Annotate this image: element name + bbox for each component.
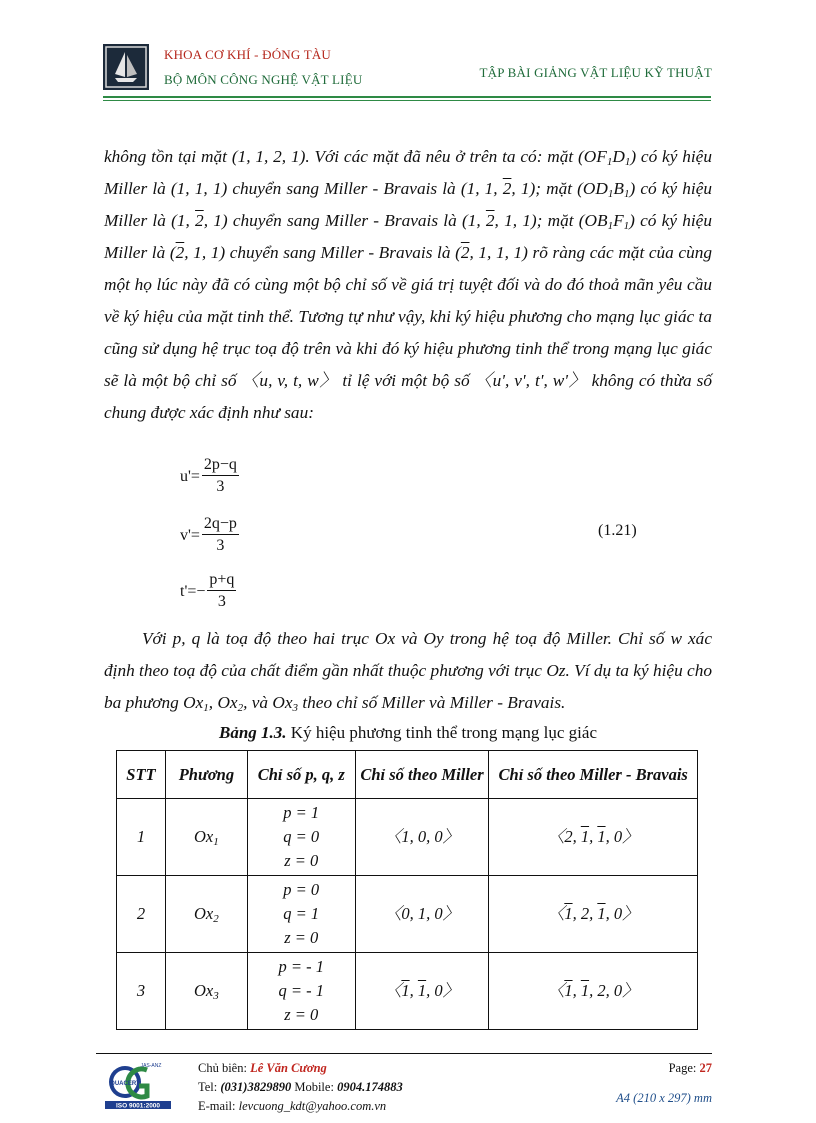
footer-page: Page: 27 xyxy=(668,1061,712,1075)
footer-editor: Chủ biên: Lê Văn Cương xyxy=(198,1061,327,1075)
cell-pqz: p = 1 q = 0 z = 0 xyxy=(247,799,355,876)
cell-pqz: p = 0 q = 1 z = 0 xyxy=(247,876,355,953)
direction-table xyxy=(116,750,698,1030)
footer-paper-size: A4 (210 x 297) mm xyxy=(616,1091,712,1105)
table-caption xyxy=(104,723,712,743)
svg-text:JAS-ANZ: JAS-ANZ xyxy=(140,1063,162,1069)
ship-sail-icon xyxy=(103,44,149,90)
cell-stt: 3 xyxy=(117,953,166,1030)
cell-direction: $Ox_2$ xyxy=(165,876,247,953)
table-row xyxy=(117,953,698,1030)
svg-text:ISO 9001:2000: ISO 9001:2000 xyxy=(115,1102,161,1110)
header-department: BỘ MÔN CÔNG NGHỆ VẬT LIỆU xyxy=(164,72,363,87)
paragraph-2: Với p, q là toạ độ theo hai trục Ox và Oy trong hệ toạ độ Miller. Chỉ số w xác định theo toạ độ của chất điểm gần nhất thuộc phương với trục Oz. Ví dụ ta ký hiệu cho ba phương $Ox_1$, $Ox_2$, và $Ox_3$ theo chỉ số Miller và Miller - Bravais. xyxy=(104,629,712,714)
cell-miller: 〈1, 1, 0〉 xyxy=(355,953,489,1030)
cell-miller: 〈1, 0, 0〉 xyxy=(355,799,489,876)
cell-miller-bravais: 〈1, 1, 2, 0〉 xyxy=(489,953,698,1030)
cell-direction: $Ox_3$ xyxy=(165,953,247,1030)
table-caption-text: Ký hiệu phương tinh thể trong mạng lục giác xyxy=(286,723,597,742)
footer-divider xyxy=(96,1053,712,1054)
header-divider xyxy=(103,96,711,98)
formula-t: t'=− $\frac{p+q}{3}$ xyxy=(180,571,235,610)
cell-miller-bravais: 〈1, 2, 1, 0〉 xyxy=(489,876,698,953)
formula-v: v'= $\frac{2q-p}{3}$ xyxy=(180,515,237,554)
table-header-row xyxy=(117,751,698,799)
header-divider-thin xyxy=(103,100,711,101)
col-header-miller-bravais: Chỉ số theo Miller - Bravais xyxy=(489,751,698,799)
equation-number: (1.21) xyxy=(598,522,637,539)
cell-stt: 2 xyxy=(117,876,166,953)
footer-email: E-mail: levcuong_kdt@yahoo.com.vn xyxy=(198,1099,387,1113)
col-header-stt: STT xyxy=(117,751,166,799)
table-row xyxy=(117,876,698,953)
col-header-pqz: Chỉ số p, q, z xyxy=(247,751,355,799)
col-header-miller: Chỉ số theo Miller xyxy=(355,751,489,799)
col-header-direction: Phương xyxy=(165,751,247,799)
table-row xyxy=(117,799,698,876)
cell-direction: $Ox_1$ xyxy=(165,799,247,876)
footer-phone: Tel: (031)3829890 Mobile: 0904.174883 xyxy=(198,1080,403,1094)
formula-u: u'= $\frac{2p-q}{3}$ xyxy=(180,456,237,495)
quacert-logo xyxy=(103,1060,173,1110)
quacert-certification-icon xyxy=(103,1060,173,1110)
table-caption-label: Bảng 1.3. xyxy=(219,723,287,742)
school-logo xyxy=(103,44,149,90)
cell-miller: 〈0, 1, 0〉 xyxy=(355,876,489,953)
cell-miller-bravais: 〈2, 1, 1, 0〉 xyxy=(489,799,698,876)
paragraph-1: không tồn tại mặt (1, 1, 2, 1). Với các mặt đã nêu ở trên ta có: mặt $(OF_1D_1)$ có ký hiệu Miller là (1, 1, 1) chuyển sang Miller - Bravais là (1, 1, 2, 1); mặt $(OD_1B_1)$ có ký hiệu Miller là (1, 2, 1) chuyển sang Miller - Bravais là (1, 2, 1, 1); mặt $(OB_1F_1)$ có ký hiệu Miller là (2, 1, 1) chuyển sang Miller - Bravais là (2, 1, 1, 1) rõ ràng các mặt của cùng một họ lúc này đã có cùng một bộ chỉ số về giá trị tuyệt đối và do đó thoả mãn yêu cầu về ký hiệu của mặt tinh thể. Tương tự như vậy, khi ký hiệu phương cho mạng lục giác ta cũng sử dụng hệ trục toạ độ trên và khi đó ký hiệu phương tinh thể trong mạng lục giác sẽ là một bộ chỉ số 〈u, v, t, w〉 tỉ lệ với một bộ số 〈u', v', t', w'〉 không có thừa số chung được xác định như sau: xyxy=(104,147,713,422)
svg-text:QUACERT: QUACERT xyxy=(110,1081,140,1087)
header-faculty: KHOA CƠ KHÍ - ĐÓNG TÀU xyxy=(164,47,332,62)
cell-stt: 1 xyxy=(117,799,166,876)
cell-pqz: p = - 1 q = - 1 z = 0 xyxy=(247,953,355,1030)
header-book-title: TẬP BÀI GIẢNG VẬT LIỆU KỸ THUẬT xyxy=(479,65,712,80)
